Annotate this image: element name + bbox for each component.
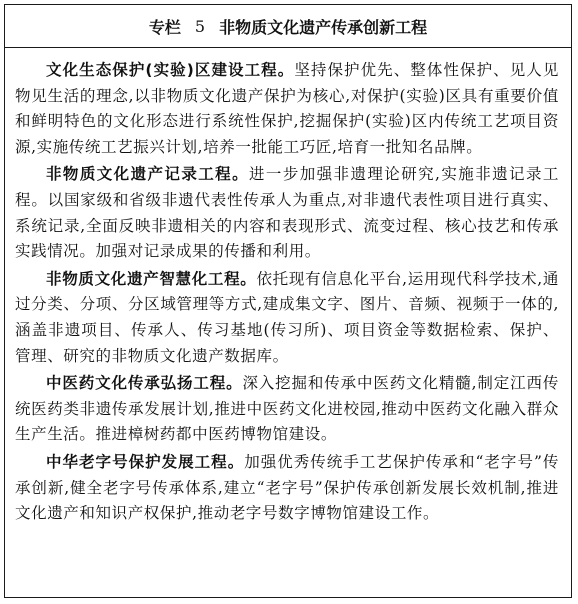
feature-box <box>4 4 572 598</box>
paragraph-lead: 文化生态保护(实验)区建设工程。 <box>46 61 295 79</box>
box-label: 专栏 <box>148 17 181 37</box>
box-number: 5 <box>194 16 206 36</box>
box-content <box>5 48 571 527</box>
paragraph-text: 进一步加强非遗理论研究,实施非遗记录工程。以国家级和省级非遗代表性传承人为重点,对非遗代表性项目进行真实、系统记录,全面反映非遗相关的内容和表现形式、流变过程、核心技艺和传承实践情况。加强对记录成果的传播和利用。 <box>15 165 559 261</box>
paragraph-lead: 非物质文化遗产智慧化工程。 <box>46 269 257 288</box>
paragraph-smart-project <box>15 267 559 369</box>
paragraph-text: 坚持保护优先、整体性保护、见人见物见生活的理念,以非物质文化遗产保护为核心,对保护(实验)区具有重要价值和鲜明特色的文化形态进行系统性保护,挖掘保护(实验)区内传统工艺项目资源,实施传统工艺振兴计划,培养一批能工巧匠,培育一批知名品牌。 <box>15 61 559 156</box>
paragraph-text: 依托现有信息化平台,运用现代科学技术,通过分类、分项、分区域管理等方式,建成集文字、图片、音频、视频于一体的,涵盖非遗项目、传承人、传习基地(传习所)、项目资金等数据检索、保护、管理、研究的非物质文化遗产数据库。 <box>15 269 559 365</box>
box-title: 非物质文化遗产传承创新工程 <box>219 17 428 37</box>
paragraph-record-project <box>15 162 559 264</box>
paragraph-tcm-project <box>15 371 559 448</box>
paragraph-lead: 非物质文化遗产记录工程。 <box>46 165 249 184</box>
paragraph-heritage-brand-project <box>15 450 559 527</box>
paragraph-lead: 中华老字号保护发展工程。 <box>46 452 245 471</box>
box-header <box>5 5 571 48</box>
paragraph-lead: 中医药文化传承弘扬工程。 <box>46 374 243 393</box>
paragraph-text: 深入挖掘和传承中医药文化精髓,制定江西传统医药类非遗传承发展计划,推进中医药文化进校园,推动中医药文化融入群众生产生活。推进樟树药都中医药博物馆建设。 <box>15 374 559 444</box>
paragraph-ecology-zone <box>15 58 559 160</box>
paragraph-text: 加强优秀传统手工艺保护传承和“老字号”传承创新,健全老字号传承体系,建立“老字号”保护传承创新发展长效机制,推进文化遗产和知识产权保护,推动老字号数字博物馆建设工作。 <box>15 452 559 523</box>
